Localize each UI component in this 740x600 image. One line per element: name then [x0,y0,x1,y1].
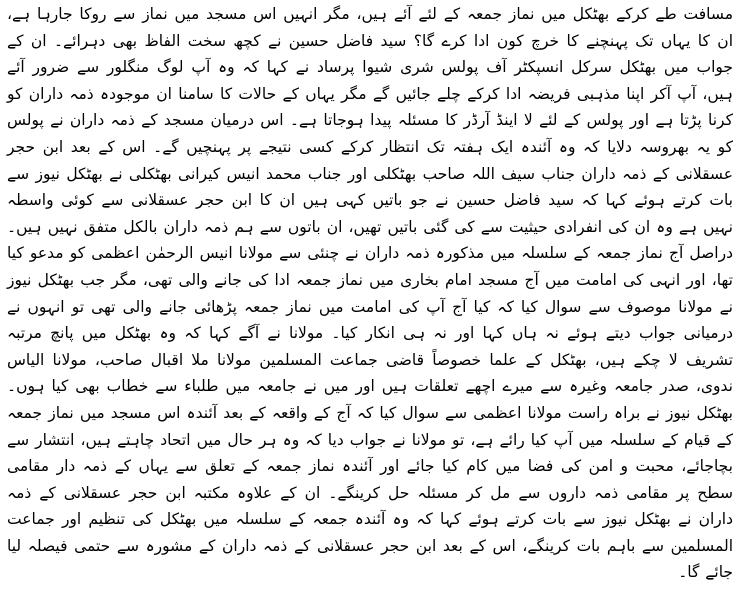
article-body: مسافت طے کرکے بھٹکل میں نماز جمعہ کے لئے آئے ہیں، مگر انہیں اس مسجد میں نماز سے روکا جارہا ہے، ان کا یہاں تک پہنچنے کا خرچ کون ادا کرے گا؟ سید فاضل حسین نے کچھ سخت الفاظ بھی دہرائے۔ ان کے جواب میں بھٹکل سرکل انسپکٹر آف پولس شری شیوا پرساد نے کہا کہ وہ آپ لوگ منگلور سے ضرور آئے ہیں، آپ آکر اپنا مذہبی فریضہ ادا کرکے چلے جائیں گے مگر یہاں کے حالات کا سامنا ان موجودہ ذمہ داران کو کرنا پڑتا ہے اور پولس کے لئے لا اینڈ آرڈر کا مسئلہ پیدا ہوجاتا ہے۔ اس درمیان مسجد کے ذمہ داران نے پولس کو یہ بھروسہ دلایا کہ وہ آئندہ ایک ہفتہ تک انتظار کرکے کسی نتیجے پر پہنچیں گے۔ اس کے بعد ابن حجر عسقلانی کے ذمہ داران جناب سیف اللہ صاحب بھٹکلی اور جناب محمد انیس کیرانی بھٹکلی نے بھٹکل نیوز سے بات کرتے ہوئے کہا کہ سید فاضل حسین نے جو باتیں کہی ہیں ان کا ابن حجر عسقلانی سے کوئی واسطہ نہیں ہے وہ ان کی انفرادی حیثیت سے کی گئی باتیں تھیں، ان باتوں سے ہم ذمہ داران بالکل متفق نہیں ہیں۔ دراصل آج نماز جمعہ کے سلسلہ میں مذکورہ ذمہ داران نے چنئی سے مولانا انیس الرحمٰن اعظمی کو مدعو کیا تھا، اور انہی کی امامت میں آج مسجد امام بخاری میں نماز جمعہ ادا کی جانے والی تھی، مگر جب بھٹکل نیوز نے مولانا موصوف سے سوال کیا کہ کیا آج آپ کی امامت میں نماز جمعہ پڑھائی جانے والی تھی تو انہوں نے درمیانی جواب دیتے ہوئے نہ ہاں کہا اور نہ ہی انکار کیا۔ مولانا نے آگے کہا کہ وہ بھٹکل میں پانچ مرتبہ تشریف لا چکے ہیں، بھٹکل کے علما خصوصاً قاضی جماعت المسلمین مولانا ملا اقبال صاحب، مولانا الیاس ندوی، صدر جامعہ وغیرہ سے میرے اچھے تعلقات ہیں اور میں نے جامعہ میں طلباء سے خطاب بھی کیا ہوں۔ بھٹکل نیوز نے براہ راست مولانا اعظمی سے سوال کیا کہ آج کے واقعہ کے بعد آئندہ اس مسجد میں نماز جمعہ کے قیام کے سلسلہ میں آپ کیا رائے ہے، تو مولانا نے جواب دیا کہ وہ ہر حال میں اتحاد چاہتے ہیں، انتشار سے بچاجائے، محبت و امن کی فضا میں کام کیا جائے اور آئندہ نماز جمعہ کے تعلق سے یہاں کے ذمہ دار مقامی سطح پر مقامی ذمہ داروں سے مل کر مسئلہ حل کرینگے۔ ان کے علاوہ مکتبہ ابن حجر عسقلانی کے ذمہ داران نے بھٹکل نیوز سے بات کرتے ہوئے کہا کہ وہ آئندہ جمعہ کے سلسلہ میں بھٹکل کی تنظیم اور جماعت المسلمین سے باہم بات کرینگے، اس کے بعد ابن حجر عسقلانی کے ذمہ داران کے مشورہ سے حتمی فیصلہ لیا جائے گا۔ [7,5,733,582]
